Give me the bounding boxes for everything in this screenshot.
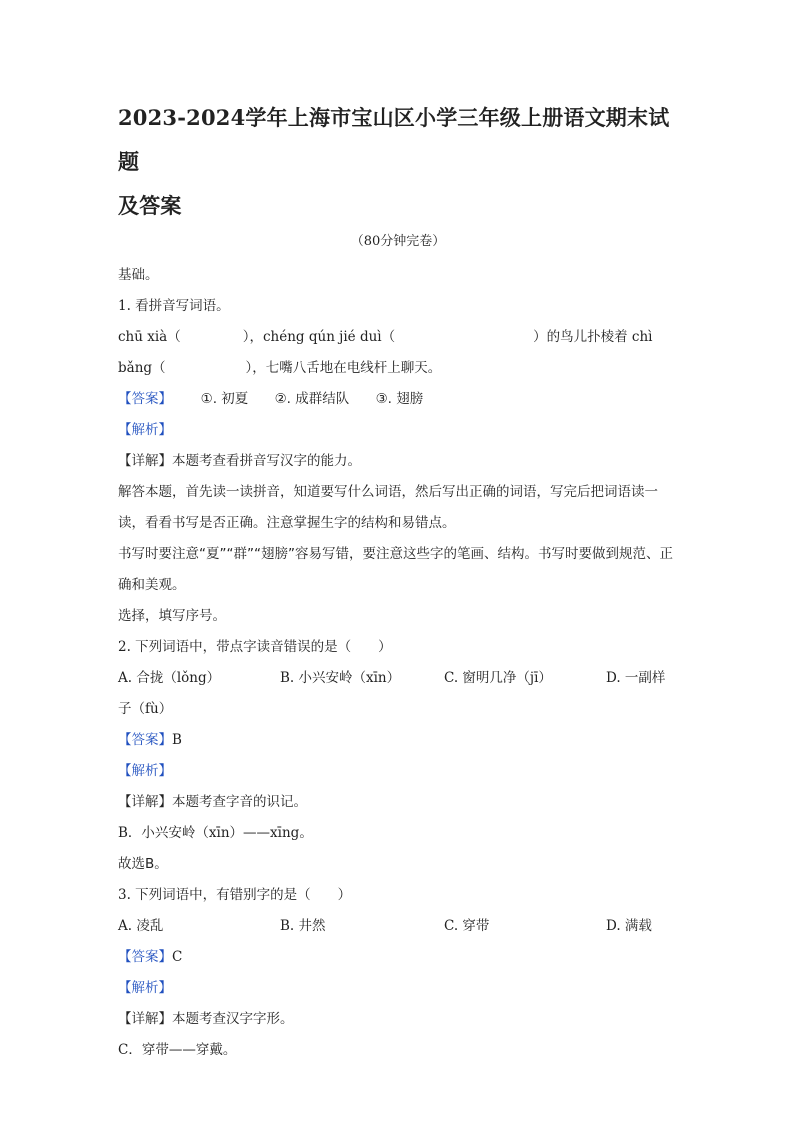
q3-options [118,911,678,942]
q1-explanation-1: 解答本题，首先读一读拼音，知道要写什么词语，然后写出正确的词语，写完后把词语读一读，看看书写是否正确。注意掌握生字的结构和易错点。 [118,484,658,531]
exam-duration: （80分钟完卷） [350,234,446,249]
q3-stem: 3. 下列词语中，有错别字的是（ ） [118,887,352,903]
analysis-tag: 【解析】 [118,763,172,779]
q2-answer: B [172,732,182,748]
document-title [118,96,678,228]
q2-option-d: D. 一副样 [606,670,666,686]
q2-explanation: B．小兴安岭（xīn）——xīng。 [118,825,313,841]
q3-option-b: B. 井然 [280,918,326,934]
q2-option-c: C. 窗明几净（jī） [444,670,552,686]
q2-option-d-cont: 子（fù） [118,701,173,717]
q1-pinyin-line-2 [118,353,678,384]
title-line-2: 及答案 [118,193,182,218]
q2-detail [118,787,678,818]
analysis-tag: 【解析】 [118,422,172,438]
q1-pinyin-3: ）的鸟儿扑棱着 chì [533,329,653,345]
analysis-tag: 【解析】 [118,980,172,996]
q3-explanation: C．穿带——穿戴。 [118,1042,237,1058]
q1-answer-row [118,384,678,415]
q2-stem: 2. 下列词语中，带点字读音错误的是（ ） [118,639,392,655]
document-page [118,96,678,1066]
q1-pinyin-2: ），chéng qún jié duì（ [242,329,396,345]
q3-option-c: C. 穿带 [444,918,490,934]
q3-option-a: A. 凌乱 [118,918,164,934]
answer-tag: 【答案】 [118,949,172,965]
q1-answer-1: ①. 初夏 [200,391,249,407]
detail-tag: 【详解】 [118,453,172,469]
answer-tag: 【答案】 [118,732,172,748]
q2-option-a: A. 合拢（lǒng） [118,670,221,686]
q3-detail-text: 本题考查汉字字形。 [172,1011,294,1027]
q2-option-b: B. 小兴安岭（xīn） [280,670,401,686]
q2-options [118,663,678,694]
q1-pinyin-4: bǎng（ [118,360,166,376]
q1-pinyin-1: chū xià（ [118,329,181,345]
q3-detail [118,1004,678,1035]
section-heading: 基础。 [118,267,159,283]
answer-tag: 【答案】 [118,391,172,407]
q1-pinyin-line-1 [118,322,678,353]
q1-detail-text: 本题考查看拼音写汉字的能力。 [172,453,361,469]
q1-explanation-2: 书写时要注意“夏”“群”“翅膀”容易写错，要注意这些字的笔画、结构。书写时要做到规范、正确和美观。 [118,546,673,593]
detail-tag: 【详解】 [118,1011,172,1027]
q1-stem: 1. 看拼音写词语。 [118,298,230,314]
q1-pinyin-5: ），七嘴八舌地在电线杆上聊天。 [245,360,442,376]
title-line-1: 2023-2024学年上海市宝山区小学三年级上册语文期末试题 [118,105,670,174]
detail-tag: 【详解】 [118,794,172,810]
section-2-heading: 选择，填写序号。 [118,608,226,624]
q2-conclusion: 故选B。 [118,856,168,872]
q3-answer: C [172,949,183,965]
q1-answer-2: ②. 成群结队 [274,391,350,407]
q3-option-d: D. 满载 [606,918,652,934]
q1-detail [118,446,678,477]
q2-detail-text: 本题考查字音的识记。 [172,794,307,810]
q1-answer-3: ③. 翅膀 [375,391,424,407]
